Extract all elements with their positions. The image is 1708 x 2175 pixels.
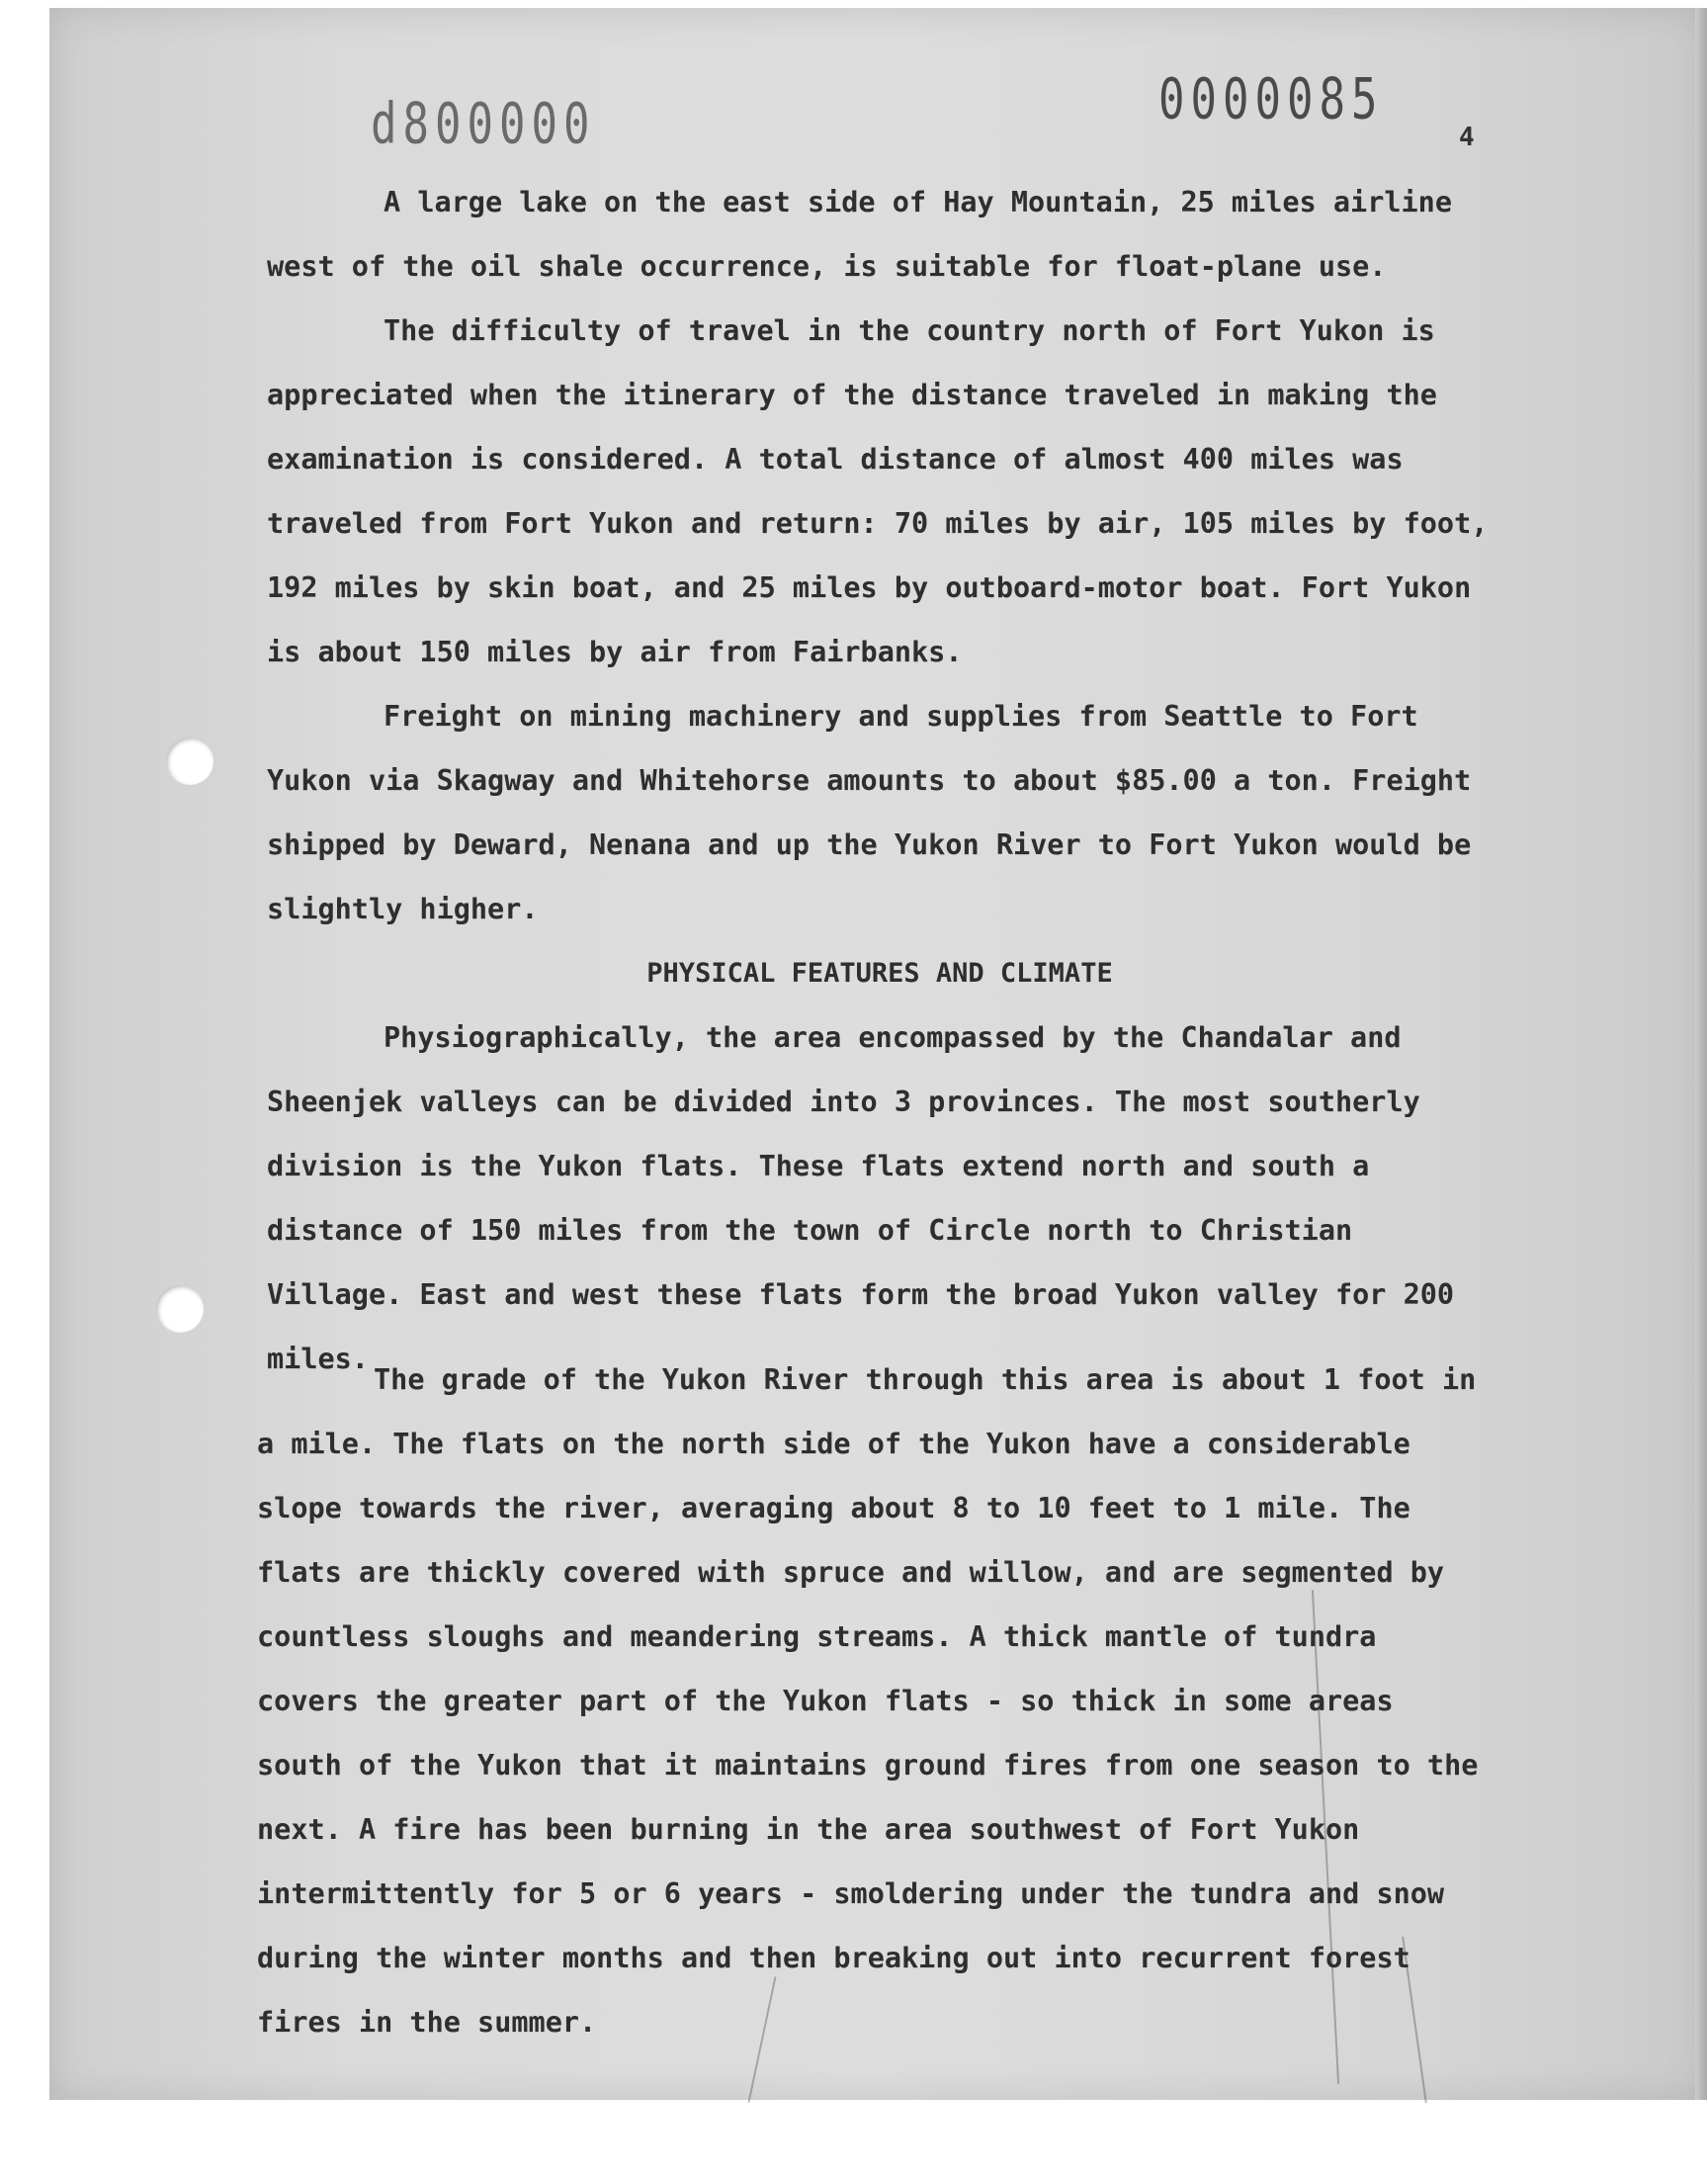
paragraph: A large lake on the east side of Hay Mountain, 25 miles airline west of the oil shale occurrence, is suitable for float-plane use. [267, 186, 1452, 283]
paragraph: Freight on mining machinery and supplies from Seattle to Fort Yukon via Skagway and Whitehorse amounts to about $85.00 a ton. Freight shipped by Deward, Nenana and up the Yukon River to Fort Yukon would be slightly higher. [267, 700, 1472, 925]
punch-hole [166, 738, 214, 785]
page-number: 4 [1459, 123, 1475, 152]
paragraph: The difficulty of travel in the country north of Fort Yukon is appreciated when the itinerary of the distance traveled in making the examination is considered. A total distance of almost 400 miles was traveled from Fort Yukon and return: 70 miles by air, 105 miles by foot, 192 miles by skin boat, and 25 miles by outboard-motor boat. Fort Yukon is about 150 miles by air from Fairbanks. [267, 314, 1489, 668]
paragraph: The grade of the Yukon River through this area is about 1 foot in a mile. The flats on the north side of the Yukon have a considerable slope towards the river, averaging about 8 to 10 feet to 1 mile. The flats are thickly covered with spruce and willow, and are segmented by countless sloughs and meandering streams. A thick mantle of tundra covers the greater part of the Yukon flats - so thick in some areas south of the Yukon that it maintains ground fires from one season to the next. A fire has been burning in the area southwest of Fort Yukon intermittently for 5 or 6 years - smoldering under the tundra and snow during the winter months and then breaking out into recurrent forest fires in the summer. [257, 1363, 1479, 2039]
page-edge-shadow [1695, 8, 1707, 2100]
body-text-bottom [257, 1348, 1493, 2054]
body-text-top [267, 170, 1493, 1391]
document-stamp-left: d800000 [371, 91, 596, 157]
document-stamp-right: 0000085 [1158, 66, 1384, 132]
section-heading: PHYSICAL FEATURES AND CLIMATE [646, 958, 1113, 989]
punch-hole [156, 1285, 204, 1333]
paragraph: Physiographically, the area encompassed by the Chandalar and Sheenjek valleys can be divided into 3 provinces. The most southerly division is the Yukon flats. These flats extend north and south a distance of 150 miles from the town of Circle north to Christian Village. East and west these flats form the broad Yukon valley for 200 miles. [267, 1021, 1455, 1375]
